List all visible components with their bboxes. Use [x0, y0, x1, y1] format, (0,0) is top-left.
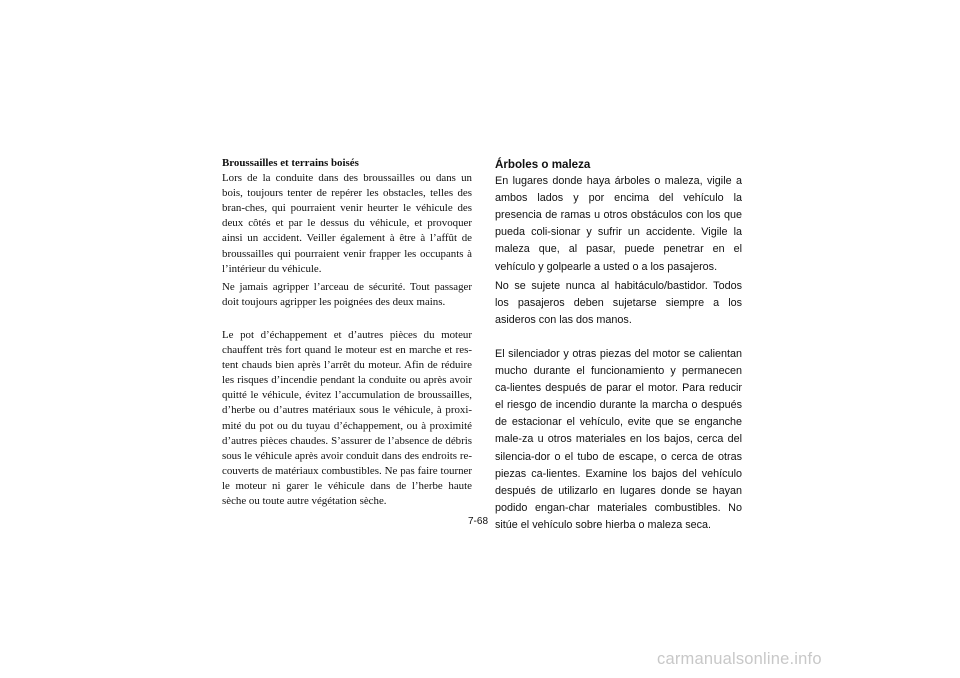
watermark: carmanualsonline.info	[657, 650, 822, 668]
spanish-column	[495, 156, 742, 534]
page-number: 7-68	[468, 516, 489, 527]
french-paragraph-1: Lors de la conduite dans des broussailles ou dans un bois, toujours tenter de repérer les obstacles, telles des bran-ches, qui pourraient venir heurter le véhicule des deux côtés et par le dessus du véhicule, et provoquer ainsi un accident. Veiller également à être à l’affût de broussailles qui pourraient venir frapper les occupants à l’intérieur du véhicule.	[222, 172, 472, 275]
spanish-paragraph-2: No se sujete nunca al habitáculo/bastidor. Todos los pasajeros deben sujetarse siempre a los asideros con las dos manos.	[495, 279, 742, 326]
french-paragraph-3: Le pot d’échappement et d’autres pièces du moteur chauffent très fort quand le moteur est en marche et res-tent chauds bien après l’arrêt du moteur. Afin de réduire les risques d’incendie pendant la conduite ou après avoir quitté le véhicule, évitez l’accumulation de broussailles, d’herbe ou d’autres matériaux sous le véhicule, à proxi-mité du pot ou du tuyau d’échappement, ou à proximité d’autres pièces chaudes. S’assurer de l’absence de débris sous le véhicule après avoir conduit dans des endroits re-couverts de matériaux combustibles. Ne pas faire tourner le moteur ni garer le véhicule dans de l’herbe haute sèche ou toute autre végétation sèche.	[222, 328, 472, 507]
french-paragraph-2: Ne jamais agripper l’arceau de sécurité. Tout passager doit toujours agripper les poignées des deux mains.	[222, 280, 472, 308]
spanish-paragraph-1: En lugares donde haya árboles o maleza, vigile a ambos lados y por encima del vehículo la presencia de ramas u otros obstáculos con los que pueda coli-sionar y sufrir un accidente. Vigile la maleza que, al pasar, puede penetrar en el vehículo y golpearle a usted o a los pasajeros.	[495, 175, 742, 273]
spanish-heading: Árboles o maleza	[495, 158, 591, 171]
spanish-paragraph-3: El silenciador y otras piezas del motor se calientan mucho durante el funcionamiento y permanecen ca-lientes después de parar el motor. Para reducir el riesgo de incendio durante la marcha o después de estacionar el vehículo, evite que se enganche male-za u otros materiales en los bajos, cerca del silencia-dor o el tubo de escape, o cerca de otras piezas ca-lientes. Examine los bajos del vehículo después de utilizarlo en lugares donde se hayan podido engan-char materiales combustibles. No sitúe el vehículo sobre hierba o maleza seca.	[495, 347, 742, 531]
french-heading: Broussailles et terrains boisés	[222, 157, 359, 169]
french-column	[222, 156, 472, 509]
